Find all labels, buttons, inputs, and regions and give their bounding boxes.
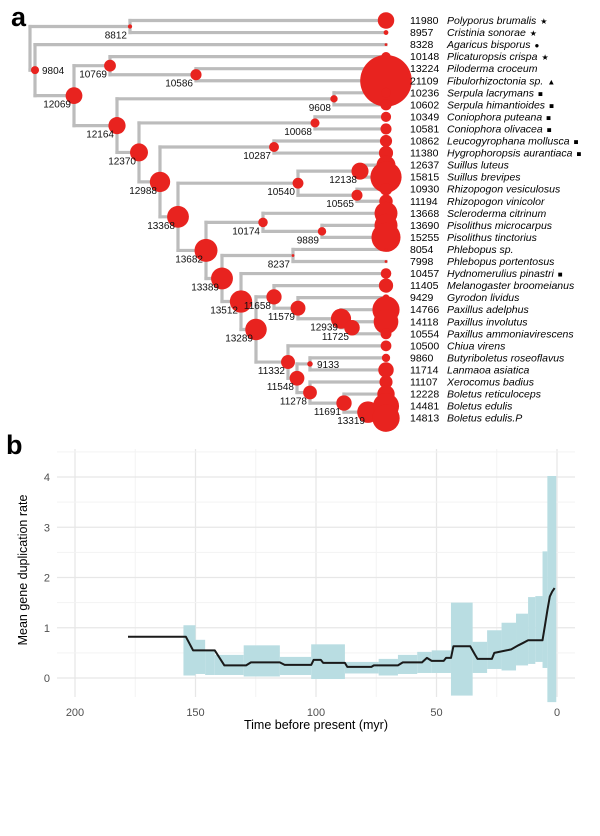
- square-icon: ■: [557, 270, 563, 280]
- tree-node-label: 11548: [266, 382, 294, 394]
- tree-node-label: 13319: [337, 416, 365, 428]
- tree-node-label: 13289: [225, 333, 253, 345]
- confidence-band: [244, 645, 280, 676]
- x-tick-label: 100: [306, 707, 326, 719]
- tree-node-label: 13389: [191, 282, 219, 294]
- square-icon: ■: [537, 89, 543, 99]
- confidence-band: [280, 657, 311, 675]
- tree-node-label: 10540: [267, 187, 295, 199]
- tip-label: 15255 Pisolithus tinctorius: [410, 231, 537, 244]
- tree-tip-circle: [371, 223, 400, 252]
- tree-node-label: 9804: [42, 66, 65, 78]
- x-tick-label: 200: [65, 707, 85, 719]
- tree-node-label: 9133: [317, 359, 340, 371]
- tree-tip-circle: [382, 354, 390, 362]
- tip-label: 10930 Rhizopogon vesiculosus: [410, 183, 561, 196]
- panel-a-label: a: [11, 2, 27, 32]
- tree-tip-circle: [380, 135, 392, 147]
- tree-node-circle: [330, 95, 337, 102]
- tree-tip-circle: [372, 404, 399, 431]
- confidence-band: [535, 596, 542, 662]
- x-tick-label: 0: [553, 707, 561, 719]
- tip-label: 8957 Cristinia sonorae ★: [410, 27, 537, 40]
- tree-tip-circle: [381, 328, 392, 339]
- tree-tip-circle: [381, 88, 391, 98]
- tip-label: 12637 Suillus luteus: [410, 159, 509, 172]
- tree-tip-circle: [384, 30, 389, 35]
- tip-label: 14118 Paxillus involutus: [410, 316, 528, 329]
- tip-label: 14813 Boletus edulis.P: [410, 412, 523, 425]
- tree-node-label: 11658: [243, 300, 271, 312]
- tip-label: 11714 Lanmaoa asiatica: [410, 364, 530, 377]
- square-icon: ■: [549, 101, 554, 111]
- tree-node-label: 10565: [326, 199, 354, 211]
- tip-label: 13224 Piloderma croceum: [410, 63, 538, 76]
- tip-label: 8328 Agaricus bisporus ●: [410, 39, 540, 52]
- square-icon: ■: [576, 149, 582, 159]
- tree-node-circle: [128, 24, 132, 28]
- x-tick-label: 150: [186, 707, 205, 719]
- tip-label: 7998 Phlebopus portentosus: [410, 256, 555, 268]
- x-tick-label: 50: [430, 707, 443, 719]
- tree-tip-circle: [381, 112, 391, 122]
- tree-node-label: 8812: [104, 30, 127, 42]
- confidence-band: [528, 597, 535, 664]
- tree-node-label: 12988: [129, 185, 157, 197]
- tip-label: 13690 Pisolithus microcarpus: [410, 219, 553, 232]
- tree-node-label: 11691: [313, 407, 341, 419]
- tree-node-label: 12138: [329, 175, 357, 187]
- panel-b-label: b: [6, 430, 23, 460]
- tree-tip-circle: [385, 43, 388, 46]
- tree-node-label: 10586: [165, 78, 193, 90]
- star-icon: ★: [541, 53, 549, 63]
- tip-label: 11380 Hygrophoropsis aurantiaca ■: [410, 147, 582, 160]
- confidence-band: [516, 614, 528, 666]
- y-tick-label: 1: [43, 622, 50, 635]
- tree-node-label: 12370: [108, 156, 136, 168]
- tree-node-circle: [307, 361, 313, 367]
- tip-label: 11980 Polyporus brumalis ★: [410, 15, 548, 27]
- confidence-band: [311, 644, 345, 679]
- tree-tip-circle: [385, 248, 388, 251]
- tree-node-label: 11278: [279, 396, 307, 408]
- confidence-band: [451, 603, 473, 696]
- tip-label: 10236 Serpula lacrymans ■: [410, 87, 543, 100]
- square-icon: ■: [546, 125, 552, 135]
- tree-node-label: 9889: [296, 235, 319, 247]
- tree-node-circle: [31, 66, 39, 74]
- square-icon: ■: [546, 113, 552, 123]
- square-icon: ■: [573, 137, 579, 147]
- tip-label: 9860 Butyriboletus roseoflavus: [410, 352, 565, 365]
- tree-tip-circle: [380, 123, 391, 134]
- triangle-icon: ▲: [547, 77, 556, 87]
- tree-node-label: 11332: [257, 366, 285, 378]
- tree-node-label: 13368: [147, 220, 175, 232]
- tree-tip-circle: [380, 99, 391, 110]
- tip-label: 8054 Phlebopus sp.: [410, 243, 514, 256]
- confidence-band: [487, 630, 501, 669]
- tree-tip-circle: [360, 55, 412, 107]
- tree-tip-circle: [380, 183, 392, 195]
- tree-tip-circle: [378, 12, 394, 28]
- tree-node-label: 12939: [310, 322, 338, 334]
- tree-node-label: 10174: [232, 226, 260, 238]
- tree-node-label: 10287: [243, 151, 271, 163]
- dot-icon: ●: [534, 41, 540, 51]
- x-axis-title: Time before present (myr): [243, 718, 389, 732]
- y-tick-label: 2: [43, 572, 50, 585]
- y-tick-label: 3: [43, 522, 50, 535]
- chart-axis-labels: [44, 472, 560, 719]
- tip-label: 15815 Suillus brevipes: [410, 171, 521, 184]
- tip-label: 11405 Melanogaster broomeianus: [410, 280, 575, 293]
- tree-node-label: 9608: [308, 102, 331, 114]
- tree-node-circle: [318, 227, 326, 235]
- tree-node-label: 11725: [321, 331, 349, 343]
- y-tick-label: 4: [43, 472, 50, 484]
- tree-node-label: 12069: [43, 99, 71, 111]
- confidence-band: [205, 650, 215, 675]
- tree-node-label: 13682: [175, 254, 203, 266]
- tip-label: 10500 Chiua virens: [410, 340, 506, 353]
- star-icon: ★: [529, 29, 537, 39]
- tip-label: 13668 Scleroderma citrinum: [410, 207, 547, 220]
- tip-label: 10148 Plicaturopsis crispa ★: [410, 51, 549, 64]
- confidence-band: [379, 659, 398, 676]
- tree-tip-circle: [385, 260, 388, 263]
- tree-node-label: 13512: [210, 305, 238, 317]
- confidence-band: [473, 642, 487, 673]
- tip-label: 10602 Serpula himantioides ■: [410, 99, 554, 112]
- confidence-band: [196, 640, 206, 674]
- tip-label: 11107 Xerocomus badius: [410, 376, 534, 389]
- tree-node-label: 10068: [284, 126, 312, 138]
- tip-label: 12228 Boletus reticuloceps: [410, 388, 541, 401]
- y-tick-label: 0: [43, 673, 50, 685]
- tree-node-label: 10769: [79, 69, 107, 81]
- y-axis-title: Mean gene duplication rate: [16, 494, 30, 646]
- tree-tip-circle: [381, 340, 392, 351]
- tip-label: 10349 Coniophora puteana ■: [410, 111, 552, 124]
- tip-label: 10554 Paxillus ammoniavirescens: [410, 328, 574, 341]
- confidence-band: [502, 623, 516, 671]
- tree-node-label: 8237: [267, 259, 290, 271]
- tip-label: 14766 Paxillus adelphus: [410, 304, 529, 317]
- tree-node-label: 11579: [267, 312, 295, 324]
- tip-label: 10581 Coniophora olivacea ■: [410, 123, 552, 136]
- star-icon: ★: [540, 17, 548, 26]
- tree-node-label: 12164: [86, 129, 114, 141]
- chart-data-layer: [128, 476, 556, 702]
- tip-label: 10862 Leucogyrophana mollusca ■: [410, 135, 579, 148]
- tip-label: 10457 Hydnomerulius pinastri ■: [410, 268, 563, 281]
- tree-tip-circle: [378, 362, 393, 377]
- tree-node-circle: [292, 254, 295, 257]
- tip-label: 14481 Boletus edulis: [410, 400, 513, 413]
- tip-label: 11194 Rhizopogon vinicolor: [410, 195, 545, 208]
- tree-tip-circle: [381, 268, 392, 279]
- duplication-rate-chart-panel: [0, 440, 600, 836]
- tip-label: 21109 Fibulorhizoctonia sp. ▲: [410, 75, 556, 88]
- tree-tip-circle: [379, 278, 393, 292]
- tip-label: 9429 Gyrodon lividus: [410, 292, 520, 305]
